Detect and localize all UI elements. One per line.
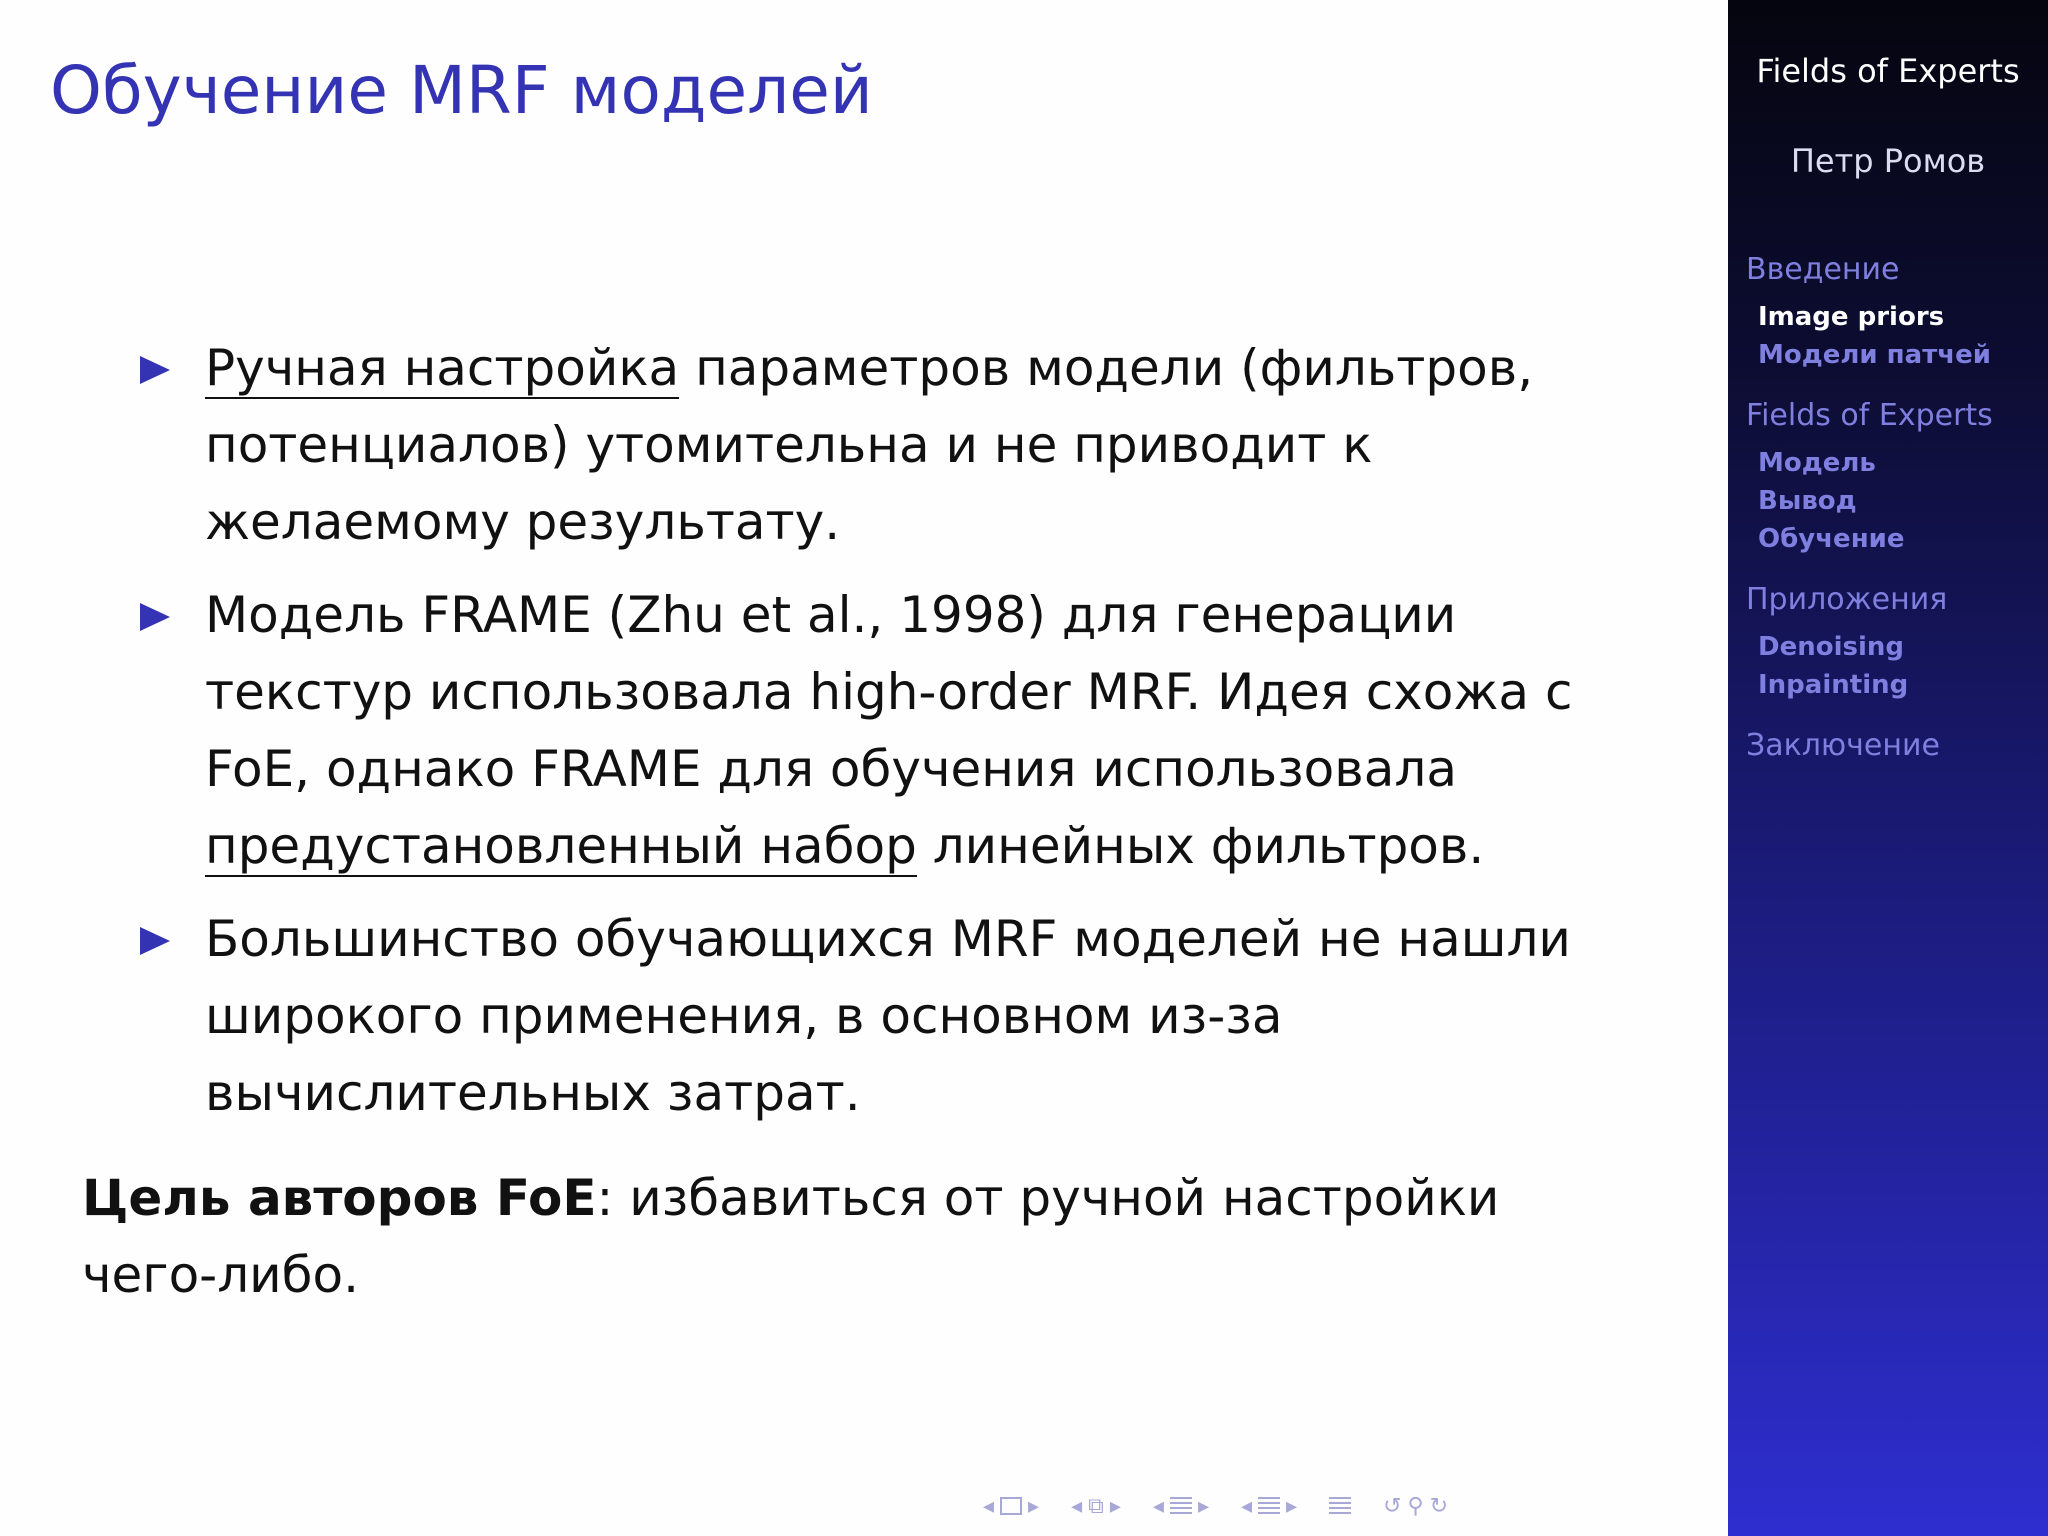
goal-statement bbox=[82, 1160, 1642, 1314]
sidebar-section-fields-of-experts[interactable]: Fields of Experts bbox=[1746, 398, 1993, 433]
sidebar-section-conclusion[interactable]: Заключение bbox=[1746, 728, 1940, 763]
frame-nav bbox=[980, 1494, 1042, 1519]
section-nav bbox=[1150, 1494, 1212, 1519]
next-section-icon[interactable]: ▸ bbox=[1197, 1493, 1209, 1519]
sidebar-title[interactable]: Fields of Experts bbox=[1756, 52, 2020, 90]
sidebar-item-inpainting[interactable]: Inpainting bbox=[1758, 670, 1909, 700]
next-slide-icon[interactable]: ▸ bbox=[1109, 1493, 1121, 1519]
bullet-text: линейных фильтров. bbox=[916, 817, 1485, 875]
triangle-bullet-icon bbox=[140, 927, 170, 955]
bullet-text: Модель FRAME (Zhu et al., 1998) для генерации текстур использовала high-order MRF. Идея схожа с FoE, однако FRAME для обучения использовала bbox=[205, 586, 1573, 798]
section-icon[interactable] bbox=[1170, 1497, 1192, 1515]
sidebar-author[interactable]: Петр Ромов bbox=[1790, 142, 1986, 180]
redo-icon[interactable]: ↻ bbox=[1429, 1493, 1449, 1519]
triangle-bullet-icon bbox=[140, 603, 170, 631]
prev-section-icon[interactable]: ◂ bbox=[1152, 1493, 1164, 1519]
frame-icon[interactable] bbox=[1000, 1497, 1022, 1515]
bullet-list bbox=[138, 330, 1618, 1148]
sidebar-item-patch-models[interactable]: Модели патчей bbox=[1758, 340, 1991, 370]
triangle-bullet-icon bbox=[140, 356, 170, 384]
underlined-text: Ручная настройка bbox=[205, 339, 680, 397]
next-frame-icon[interactable]: ▸ bbox=[1028, 1493, 1040, 1519]
underlined-text: предустановленный набор bbox=[205, 817, 917, 875]
sidebar-item-model[interactable]: Модель bbox=[1758, 448, 1876, 478]
bullet-item bbox=[138, 330, 1618, 561]
bullet-text: Большинство обучающихся MRF моделей не нашли широкого применения, в основном из-за вычислительных затрат. bbox=[205, 910, 1571, 1122]
bullet-item bbox=[138, 577, 1618, 885]
prev-slide-icon[interactable]: ◂ bbox=[1071, 1493, 1083, 1519]
beamer-navigation-bar bbox=[980, 1486, 1477, 1526]
toc-nav bbox=[1326, 1497, 1354, 1515]
bullet-text: параметров модели (фильтров, потенциалов) утомительна и не приводит к желаемому результату. bbox=[205, 339, 1534, 551]
goal-text: : избавиться от ручной настройки чего-либо. bbox=[82, 1169, 1500, 1304]
bullet-item bbox=[138, 901, 1618, 1132]
sidebar-item-image-priors[interactable]: Image priors bbox=[1758, 302, 1945, 332]
next-subsection-icon[interactable]: ▸ bbox=[1286, 1493, 1298, 1519]
slides-icon[interactable]: ⧉ bbox=[1088, 1493, 1104, 1519]
sidebar-section-introduction[interactable]: Введение bbox=[1746, 252, 1900, 287]
subsection-nav bbox=[1238, 1494, 1300, 1519]
sidebar-section-applications[interactable]: Приложения bbox=[1746, 582, 1948, 617]
subsection-icon[interactable] bbox=[1258, 1497, 1280, 1515]
prev-frame-icon[interactable]: ◂ bbox=[983, 1493, 995, 1519]
search-icon[interactable]: ⚲ bbox=[1407, 1493, 1424, 1519]
toc-icon[interactable] bbox=[1329, 1497, 1351, 1515]
slide-nav bbox=[1068, 1494, 1124, 1519]
search-nav bbox=[1380, 1494, 1451, 1519]
sidebar bbox=[1728, 0, 2048, 1536]
sidebar-item-denoising[interactable]: Denoising bbox=[1758, 632, 1905, 662]
goal-label: Цель авторов FoE bbox=[82, 1169, 597, 1227]
undo-icon[interactable]: ↺ bbox=[1383, 1493, 1402, 1519]
sidebar-item-learning[interactable]: Обучение bbox=[1758, 524, 1905, 554]
prev-subsection-icon[interactable]: ◂ bbox=[1241, 1493, 1253, 1519]
sidebar-item-inference[interactable]: Вывод bbox=[1758, 486, 1857, 516]
slide-title: Обучение MRF моделей bbox=[50, 52, 873, 129]
